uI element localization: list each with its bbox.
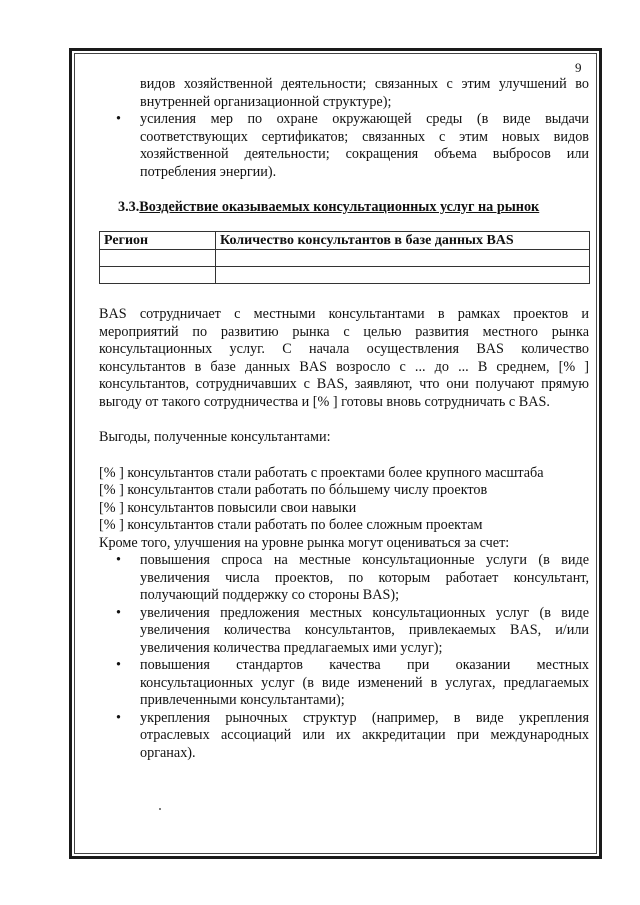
table-cell [100, 250, 216, 267]
list-item [99, 710, 589, 763]
list-item [99, 76, 589, 111]
list-item [99, 605, 589, 658]
paragraph-main: BAS сотрудничает с местными консультантами в рамках проектов и мероприятий по развитию рынка с целью развития местного рынка консультационных услуг. С начала осуществления BAS количество консультантов в базе данных BAS возросло с ... до ... В среднем, [% ] консультантов, сотрудничавших с BAS, заявляют, что они получают прямую выгоду от такого сотрудничества и [% ] готовы вновь сотрудничать с BAS. [99, 306, 589, 410]
column-header-consultants: Количество консультантов в базе данных BAS [216, 231, 590, 250]
table-row [100, 267, 590, 284]
bullet-icon: • [116, 657, 121, 673]
bullet-text: видов хозяйственной деятельности; связанных с этим улучшений во внутренней организационной структуре); [140, 76, 589, 110]
table-row [100, 250, 590, 267]
bullet-text: усиления мер по охране окружающей среды (в виде выдачи соответствующих сертификатов; связанных с этим новых видов хозяйственной деятельности; сокращения объема выбросов или потребления энергии). [140, 111, 589, 180]
page-content [99, 76, 589, 762]
section-number: 3.3. [118, 199, 140, 215]
benefits-list [99, 465, 589, 553]
table-cell [100, 267, 216, 284]
column-header-region: Регион [100, 231, 216, 250]
section-title: Воздействие оказываемых консультационных услуг на рынок [139, 199, 540, 215]
top-bullet-list [99, 76, 589, 181]
list-item: [% ] консультантов стали работать по более сложным проектам [99, 517, 483, 533]
list-item: [% ] консультантов повысили свои навыки [99, 499, 357, 516]
market-bullet-list [99, 552, 589, 762]
market-intro: Кроме того, улучшения на уровне рынка могут оцениваться за счет: [99, 534, 510, 551]
page-number: 9 [575, 60, 582, 75]
list-item: [% ] консультантов стали работать с проектами более крупного масштаба [99, 464, 544, 481]
bullet-icon: • [116, 552, 121, 568]
list-item [99, 111, 589, 181]
bullet-text: укрепления рыночных структур (например, в виде укрепления отраслевых ассоциаций или их аккредитации при международных органах). [140, 709, 589, 761]
list-item: [% ] консультантов стали работать по бóльшему числу проектов [99, 482, 488, 498]
table-header-row [100, 231, 590, 250]
list-item [99, 552, 589, 605]
bullet-icon: • [116, 604, 121, 621]
bullet-icon: • [116, 111, 121, 127]
bullet-text: повышения спроса на местные консультационные услуги (в виде увеличения числа проектов, по которым работает консультант, получающий поддержку со стороны BAS); [140, 552, 589, 603]
table-cell [216, 250, 590, 267]
benefits-heading: Выгоды, полученные консультантами: [99, 429, 331, 445]
bullet-text: повышения стандартов качества при оказании местных консультационных услуг (в виде изменений в услугах, предлагаемых привлеченными консультантами); [140, 657, 589, 708]
bullet-text: увеличения предложения местных консультационных услуг (в виде увеличения количества консультантов, привлекаемых BAS, и/или увеличения количества предлагаемых ими услуг); [140, 604, 589, 656]
section-heading [118, 199, 589, 217]
bullet-icon: • [116, 709, 121, 726]
scan-speck [159, 808, 161, 810]
list-item [99, 657, 589, 710]
regions-table [99, 231, 590, 285]
table-cell [216, 267, 590, 284]
